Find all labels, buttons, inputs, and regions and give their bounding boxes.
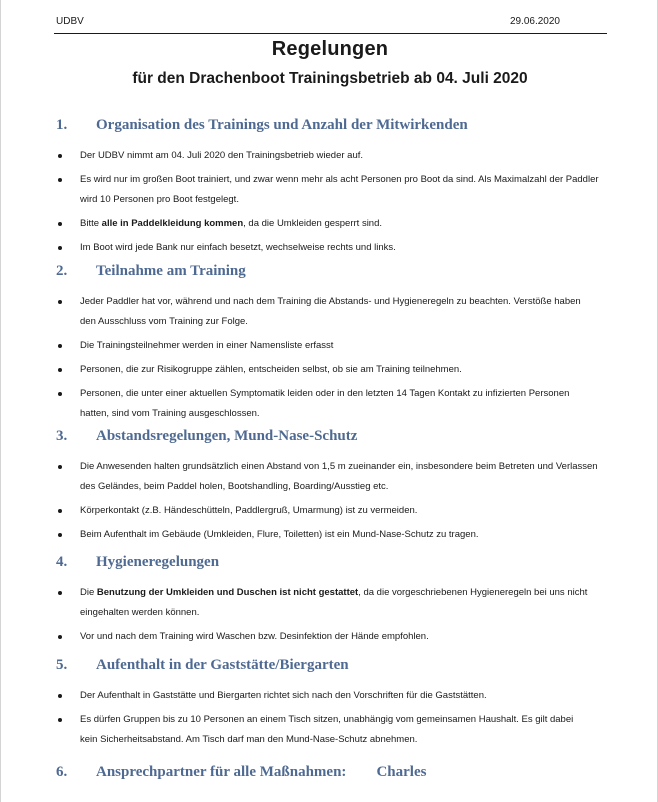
section-4-list bbox=[56, 583, 616, 651]
contact-person: Charles bbox=[376, 764, 427, 780]
section-number: 1. bbox=[56, 117, 68, 133]
item-text: Vor und nach dem Training wird Waschen bzw. Desinfektion der Hände empfohlen. bbox=[80, 631, 429, 642]
item-text: Beim Aufenthalt im Gebäude (Umkleiden, Flure, Toiletten) ist ein Mund-Nase-Schutz zu tragen. bbox=[80, 529, 479, 540]
bullet-icon bbox=[58, 222, 62, 226]
bullet-icon bbox=[58, 246, 62, 250]
list-item bbox=[56, 214, 616, 234]
section-3-list bbox=[56, 457, 616, 549]
section-number: 2. bbox=[56, 263, 68, 279]
list-item bbox=[56, 146, 616, 166]
item-text-bold: alle in Paddelkleidung kommen bbox=[101, 218, 244, 229]
section-title: Aufenthalt in der Gaststätte/Biergarten bbox=[96, 657, 349, 673]
section-1-list bbox=[56, 146, 616, 262]
item-text: Körperkontakt (z.B. Händeschütteln, Paddlergruß, Umarmung) ist zu vermeiden. bbox=[80, 505, 418, 516]
item-text: Der UDBV nimmt am 04. Juli 2020 den Trainingsbetrieb wieder auf. bbox=[80, 150, 364, 161]
item-text: Die bbox=[80, 587, 97, 598]
header-date: 29.06.2020 bbox=[509, 16, 560, 27]
section-title: Hygieneregelungen bbox=[96, 554, 220, 570]
bullet-icon bbox=[58, 533, 62, 537]
section-heading-2 bbox=[56, 263, 246, 280]
section-number: 4. bbox=[56, 554, 68, 570]
item-text: Im Boot wird jede Bank nur einfach besetzt, wechselweise rechts und links. bbox=[80, 242, 396, 253]
bullet-icon bbox=[58, 368, 62, 372]
section-heading-4 bbox=[56, 554, 219, 571]
section-title: Teilnahme am Training bbox=[96, 263, 246, 279]
bullet-icon bbox=[58, 509, 62, 513]
bullet-icon bbox=[58, 392, 62, 396]
list-item bbox=[56, 292, 590, 332]
list-item bbox=[56, 525, 616, 545]
page-header bbox=[54, 11, 607, 34]
item-text: Die Trainingsteilnehmer werden in einer Namensliste erfasst bbox=[80, 340, 334, 351]
list-item bbox=[56, 170, 600, 210]
list-item bbox=[56, 336, 616, 356]
item-text: Die Anwesenden halten grundsätzlich einen Abstand von 1,5 m zueinander ein, insbesondere beim Betreten und Verlassen des Geländes, beim Paddel holen, Bootshandling, Boarding/Ausstieg etc. bbox=[80, 461, 598, 492]
bullet-icon bbox=[58, 718, 62, 722]
section-heading-6 bbox=[56, 764, 426, 781]
item-text: Der Aufenthalt in Gaststätte und Biergarten richtet sich nach den Vorschriften für die Gaststätten. bbox=[80, 690, 487, 701]
document-title: Regelungen bbox=[271, 38, 389, 60]
item-text: , da die vorgeschriebenen Hygieneregeln bei uns nicht eingehalten werden können. bbox=[80, 587, 588, 618]
item-text: Personen, die unter einer aktuellen Symptomatik leiden oder in den letzten 14 Tagen Kontakt zu infizierten Personen hatten, sind vom Training ausgeschlossen. bbox=[80, 388, 570, 419]
bullet-icon bbox=[58, 154, 62, 158]
list-item bbox=[56, 627, 616, 647]
section-number: 3. bbox=[56, 428, 68, 444]
list-item bbox=[56, 238, 616, 258]
bullet-icon bbox=[58, 178, 62, 182]
section-number: 6. bbox=[56, 764, 68, 780]
list-item bbox=[56, 686, 616, 706]
section-heading-3 bbox=[56, 428, 357, 445]
bullet-icon bbox=[58, 591, 62, 595]
item-text: Personen, die zur Risikogruppe zählen, entscheiden selbst, ob sie am Training teilnehmen. bbox=[80, 364, 462, 375]
item-text: Jeder Paddler hat vor, während und nach dem Training die Abstands- und Hygieneregeln zu beachten. Verstöße haben den Ausschluss vom Training zur Folge. bbox=[80, 296, 581, 327]
section-heading-1 bbox=[56, 117, 468, 134]
header-organization: UDBV bbox=[56, 16, 84, 27]
list-item bbox=[56, 501, 616, 521]
bullet-icon bbox=[58, 300, 62, 304]
bullet-icon bbox=[58, 694, 62, 698]
section-title: Organisation des Trainings und Anzahl der Mitwirkenden bbox=[96, 117, 468, 133]
item-text: Es wird nur im großen Boot trainiert, und zwar wenn mehr als acht Personen pro Boot da sind. Als Maximalzahl der Paddler wird 10 Personen pro Boot festgelegt. bbox=[80, 174, 599, 205]
document-subtitle: für den Drachenboot Trainingsbetrieb ab 04. Juli 2020 bbox=[132, 70, 528, 87]
bullet-icon bbox=[58, 635, 62, 639]
section-number: 5. bbox=[56, 657, 68, 673]
list-item bbox=[56, 457, 610, 497]
item-text: , da die Umkleiden gesperrt sind. bbox=[243, 218, 383, 229]
item-text: Bitte bbox=[80, 218, 102, 229]
list-item bbox=[56, 384, 600, 424]
bullet-icon bbox=[58, 465, 62, 469]
list-item bbox=[56, 360, 616, 380]
bullet-icon bbox=[58, 344, 62, 348]
section-heading-5 bbox=[56, 657, 349, 674]
list-item bbox=[56, 710, 590, 750]
section-5-list bbox=[56, 686, 616, 754]
section-title: Abstandsregelungen, Mund-Nase-Schutz bbox=[96, 428, 358, 444]
section-title: Ansprechpartner für alle Maßnahmen: bbox=[96, 764, 347, 780]
list-item bbox=[56, 583, 590, 623]
section-2-list bbox=[56, 292, 616, 428]
item-text-bold: Benutzung der Umkleiden und Duschen ist nicht gestattet bbox=[96, 587, 359, 598]
item-text: Es dürfen Gruppen bis zu 10 Personen an einem Tisch sitzen, unabhängig vom gemeinsamen Haushalt. Es gilt dabei kein Sicherheitsabstand. Am Tisch darf man den Mund-Nase-Schutz abnehmen. bbox=[80, 714, 574, 745]
